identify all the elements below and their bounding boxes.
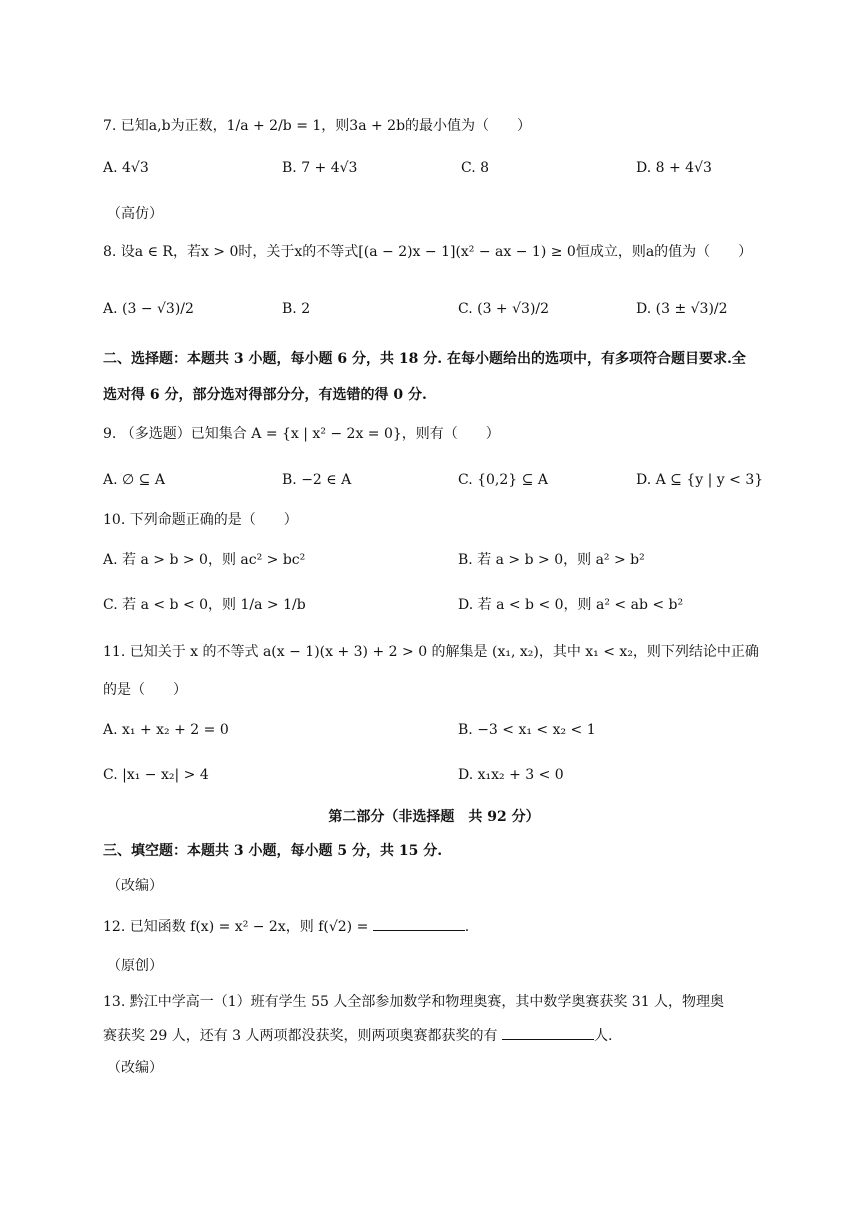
q13-end: 人. bbox=[593, 1028, 613, 1044]
q11-stem-line1: 11. 已知关于 x 的不等式 a(x − 1)(x + 3) + 2 > 0 的解集是 (x₁, x₂)，其中 x₁ < x₂，则下列结论中正确 bbox=[103, 644, 759, 660]
q7-option-b: B. 7 + 4√3 bbox=[282, 160, 358, 176]
q7-stem: 7. 已知a,b为正数，1/a + 2/b = 1，则3a + 2b的最小值为（ ） bbox=[103, 118, 532, 134]
section2-heading-line2: 选对得 6 分，部分选对得部分分，有选错的得 0 分. bbox=[103, 387, 427, 403]
q13-stem-line2 bbox=[103, 1025, 612, 1046]
q11-option-c: C. |x₁ − x₂| > 4 bbox=[103, 767, 209, 783]
q12-note: （改编） bbox=[107, 878, 163, 894]
q9-option-c: C. {0,2} ⊆ A bbox=[458, 472, 548, 488]
q8-option-b: B. 2 bbox=[282, 301, 311, 317]
q8-option-a: A. (3 − √3)/2 bbox=[103, 301, 194, 317]
q14-note: （改编） bbox=[107, 1060, 163, 1076]
section3-heading: 三、填空题：本题共 3 小题，每小题 5 分，共 15 分. bbox=[103, 843, 443, 859]
q12-text: 12. 已知函数 f(x) = x² − 2x，则 f(√2) = bbox=[103, 919, 369, 935]
q11-option-d: D. x₁x₂ + 3 < 0 bbox=[458, 767, 564, 783]
q10-option-a: A. 若 a > b > 0，则 ac² > bc² bbox=[103, 552, 306, 568]
q7-option-c: C. 8 bbox=[461, 160, 490, 176]
q10-option-c: C. 若 a < b < 0，则 1/a > 1/b bbox=[103, 597, 306, 613]
q8-option-d: D. (3 ± √3)/2 bbox=[636, 301, 728, 317]
q8-option-c: C. (3 + √3)/2 bbox=[458, 301, 550, 317]
q9-stem: 9. （多选题）已知集合 A = {x | x² − 2x = 0}，则有（ ） bbox=[103, 426, 500, 442]
q13-stem-line1: 13. 黔江中学高一（1）班有学生 55 人全部参加数学和物理奥赛，其中数学奥赛获奖 31 人，物理奥 bbox=[103, 994, 725, 1010]
q13-note: （原创） bbox=[107, 958, 163, 974]
q13-answer-blank bbox=[502, 1025, 594, 1040]
section2-heading-line1: 二、选择题：本题共 3 小题，每小题 6 分，共 18 分. 在每小题给出的选项中，有多项符合题目要求.全 bbox=[103, 351, 746, 367]
q7-note: （高仿） bbox=[107, 206, 163, 222]
q8-stem: 8. 设a ∈ R，若x > 0时，关于x的不等式[(a − 2)x − 1](x² − ax − 1) ≥ 0恒成立，则a的值为（ ） bbox=[103, 244, 753, 260]
q10-option-b: B. 若 a > b > 0，则 a² > b² bbox=[458, 552, 645, 568]
q10-option-d: D. 若 a < b < 0，则 a² < ab < b² bbox=[458, 597, 684, 613]
q11-option-a: A. x₁ + x₂ + 2 = 0 bbox=[103, 722, 229, 738]
q10-stem: 10. 下列命题正确的是（ ） bbox=[103, 512, 298, 528]
q11-stem-line2: 的是（ ） bbox=[103, 682, 187, 698]
q7-option-d: D. 8 + 4√3 bbox=[636, 160, 712, 176]
q12-answer-blank bbox=[373, 916, 465, 931]
q12-stem bbox=[103, 916, 469, 937]
q12-end: . bbox=[464, 919, 470, 935]
q7-option-a: A. 4√3 bbox=[103, 160, 149, 176]
q9-option-b: B. −2 ∈ A bbox=[282, 472, 352, 488]
q11-option-b: B. −3 < x₁ < x₂ < 1 bbox=[458, 722, 596, 738]
q13-text: 赛获奖 29 人，还有 3 人两项都没获奖，则两项奥赛都获奖的有 bbox=[103, 1028, 498, 1044]
q9-option-a: A. ∅ ⊆ A bbox=[103, 472, 165, 488]
q9-option-d: D. A ⊆ {y | y < 3} bbox=[636, 472, 764, 488]
part2-title: 第二部分（非选择题 共 92 分） bbox=[328, 809, 540, 825]
